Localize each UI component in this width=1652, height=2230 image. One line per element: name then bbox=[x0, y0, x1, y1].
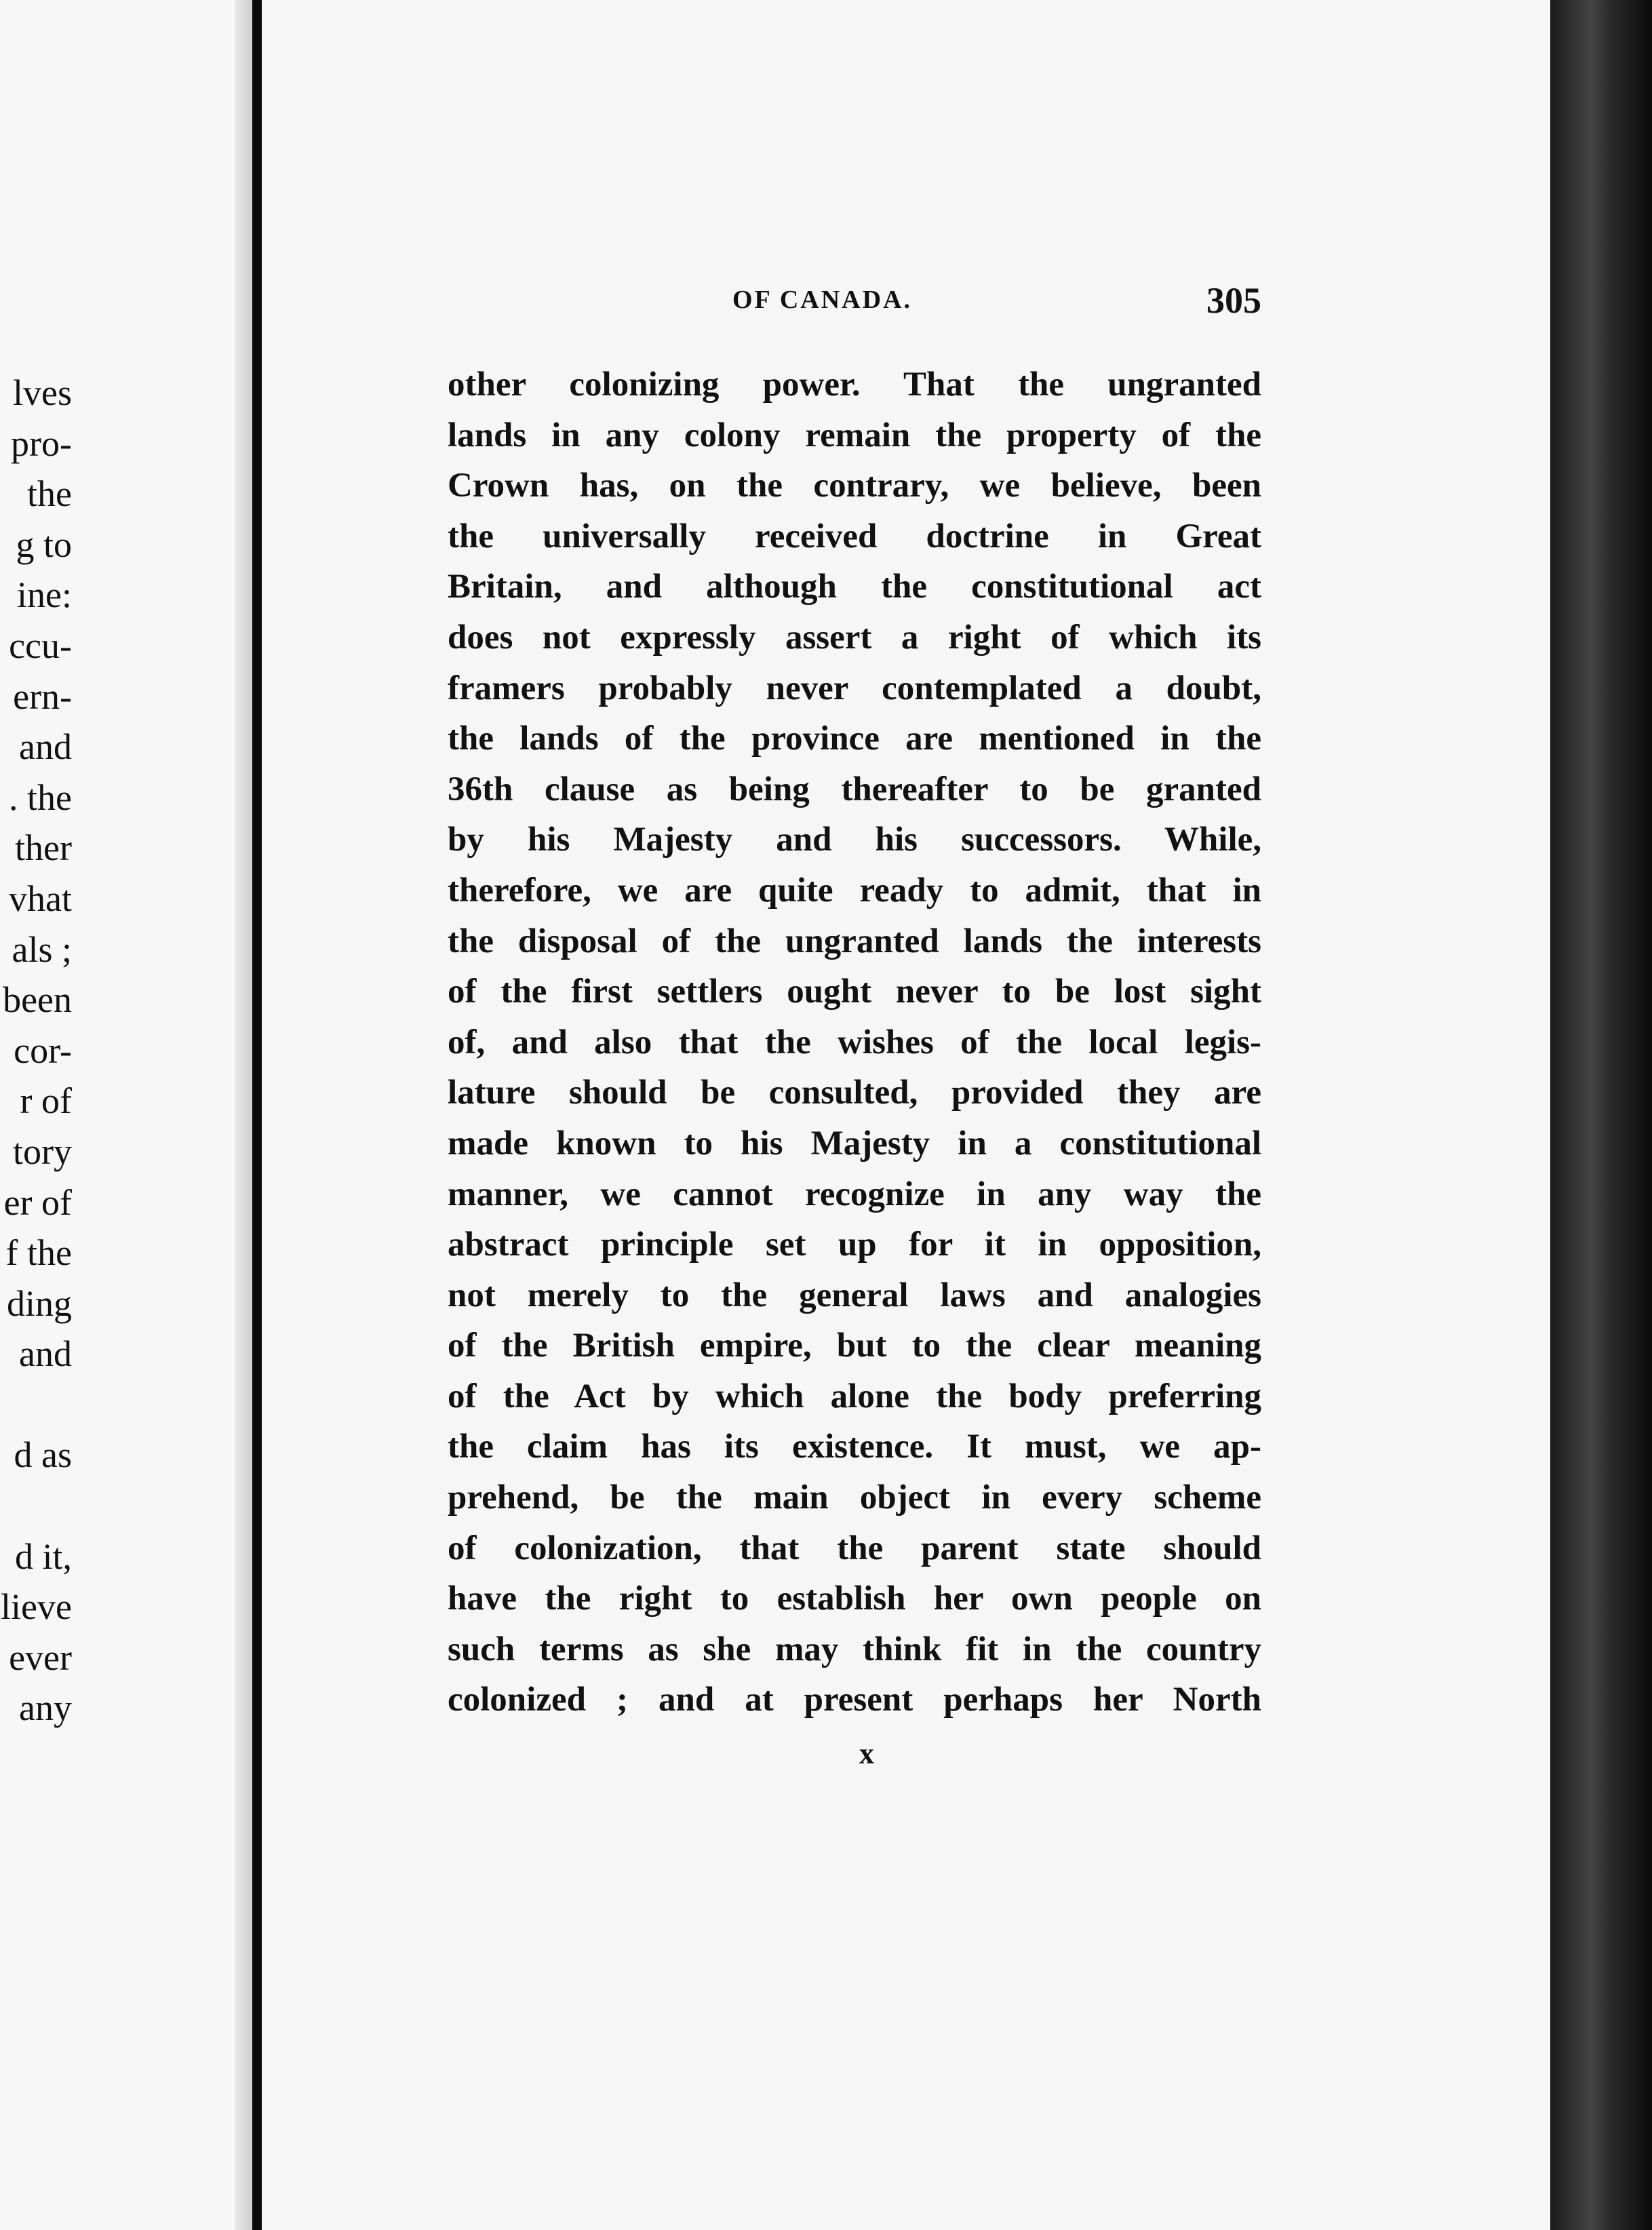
left-page-line-fragment: d as bbox=[14, 1434, 72, 1476]
page-edge-stack bbox=[1550, 0, 1652, 2230]
left-page-line-fragment: ern- bbox=[13, 676, 72, 717]
left-page-line-fragment: tory bbox=[13, 1131, 72, 1172]
left-page-line-fragment: . the bbox=[9, 777, 72, 818]
left-page-line-fragment: ccu- bbox=[9, 625, 72, 666]
book-spine bbox=[252, 0, 262, 2230]
body-line: by his Majesty and his successors. While, bbox=[448, 821, 1261, 859]
body-line: colonized ; and at present perhaps her North bbox=[448, 1681, 1261, 1719]
body-line: other colonizing power. That the ungranted bbox=[448, 366, 1261, 404]
body-line: framers probably never contemplated a doubt, bbox=[448, 669, 1261, 707]
body-line: not merely to the general laws and analogies bbox=[448, 1276, 1261, 1314]
body-line: made known to his Majesty in a constitutional bbox=[448, 1124, 1261, 1162]
body-line: the claim has its existence. It must, we ap- bbox=[448, 1428, 1261, 1466]
left-page-text-fragments bbox=[0, 368, 72, 1734]
body-line: of the first settlers ought never to be lost sight bbox=[448, 973, 1261, 1011]
body-line: lature should be consulted, provided they are bbox=[448, 1074, 1261, 1112]
body-line: the disposal of the ungranted lands the interests bbox=[448, 922, 1261, 960]
body-line: lands in any colony remain the property of the bbox=[448, 416, 1261, 454]
left-page bbox=[0, 0, 252, 2230]
left-page-line-fragment: ther bbox=[15, 827, 72, 869]
body-line: such terms as she may think fit in the country bbox=[448, 1630, 1261, 1668]
body-line: have the right to establish her own people on bbox=[448, 1580, 1261, 1618]
body-line: prehend, be the main object in every scheme bbox=[448, 1479, 1261, 1517]
left-page-line-fragment: lves bbox=[13, 372, 72, 413]
body-line: Crown has, on the contrary, we believe, been bbox=[448, 467, 1261, 505]
body-line: the universally received doctrine in Great bbox=[448, 517, 1261, 555]
left-page-line-fragment: and bbox=[19, 1333, 72, 1375]
left-page-line-fragment: been bbox=[3, 979, 72, 1021]
left-page-line-fragment bbox=[0, 1380, 72, 1430]
left-page-gutter-shadow bbox=[235, 0, 252, 2230]
left-page-line-fragment: ding bbox=[6, 1283, 72, 1324]
body-line: 36th clause as being thereafter to be granted bbox=[448, 770, 1261, 808]
left-page-line-fragment: d it, bbox=[14, 1535, 72, 1577]
left-page-line-fragment bbox=[0, 1481, 72, 1531]
body-line: the lands of the province are mentioned in the bbox=[448, 720, 1261, 758]
left-page-line-fragment: cor- bbox=[14, 1030, 72, 1071]
left-page-line-fragment: g to bbox=[16, 524, 72, 565]
left-page-line-fragment: r of bbox=[20, 1080, 72, 1122]
left-page-line-fragment: ever bbox=[9, 1637, 72, 1678]
left-page-line-fragment: pro- bbox=[11, 423, 72, 464]
running-title: OF CANADA. bbox=[732, 286, 913, 314]
body-line: Britain, and although the constitutional act bbox=[448, 568, 1261, 606]
body-line: manner, we cannot recognize in any way the bbox=[448, 1175, 1261, 1213]
body-line: of the Act by which alone the body preferring bbox=[448, 1377, 1261, 1415]
body-line: of, and also that the wishes of the local legis- bbox=[448, 1023, 1261, 1061]
left-page-line-fragment: als ; bbox=[12, 928, 72, 970]
body-line: of colonization, that the parent state should bbox=[448, 1529, 1261, 1567]
left-page-line-fragment: ine: bbox=[17, 574, 72, 616]
page-number: 305 bbox=[1206, 280, 1261, 321]
left-page-line-fragment: and bbox=[19, 726, 72, 768]
body-line: abstract principle set up for it in opposition, bbox=[448, 1226, 1261, 1264]
left-page-line-fragment: any bbox=[19, 1687, 72, 1729]
body-line: therefore, we are quite ready to admit, that in bbox=[448, 871, 1261, 909]
page-header bbox=[448, 279, 1261, 327]
signature-mark: x bbox=[859, 1737, 874, 1770]
left-page-line-fragment: vhat bbox=[9, 878, 72, 919]
left-page-line-fragment: f the bbox=[5, 1232, 72, 1274]
left-page-line-fragment: lieve bbox=[1, 1586, 72, 1628]
left-page-line-fragment: the bbox=[27, 473, 72, 515]
body-text bbox=[448, 359, 1261, 1725]
body-line: does not expressly assert a right of which its bbox=[448, 618, 1261, 657]
body-line: of the British empire, but to the clear meaning bbox=[448, 1327, 1261, 1365]
left-page-line-fragment: er of bbox=[3, 1181, 72, 1223]
